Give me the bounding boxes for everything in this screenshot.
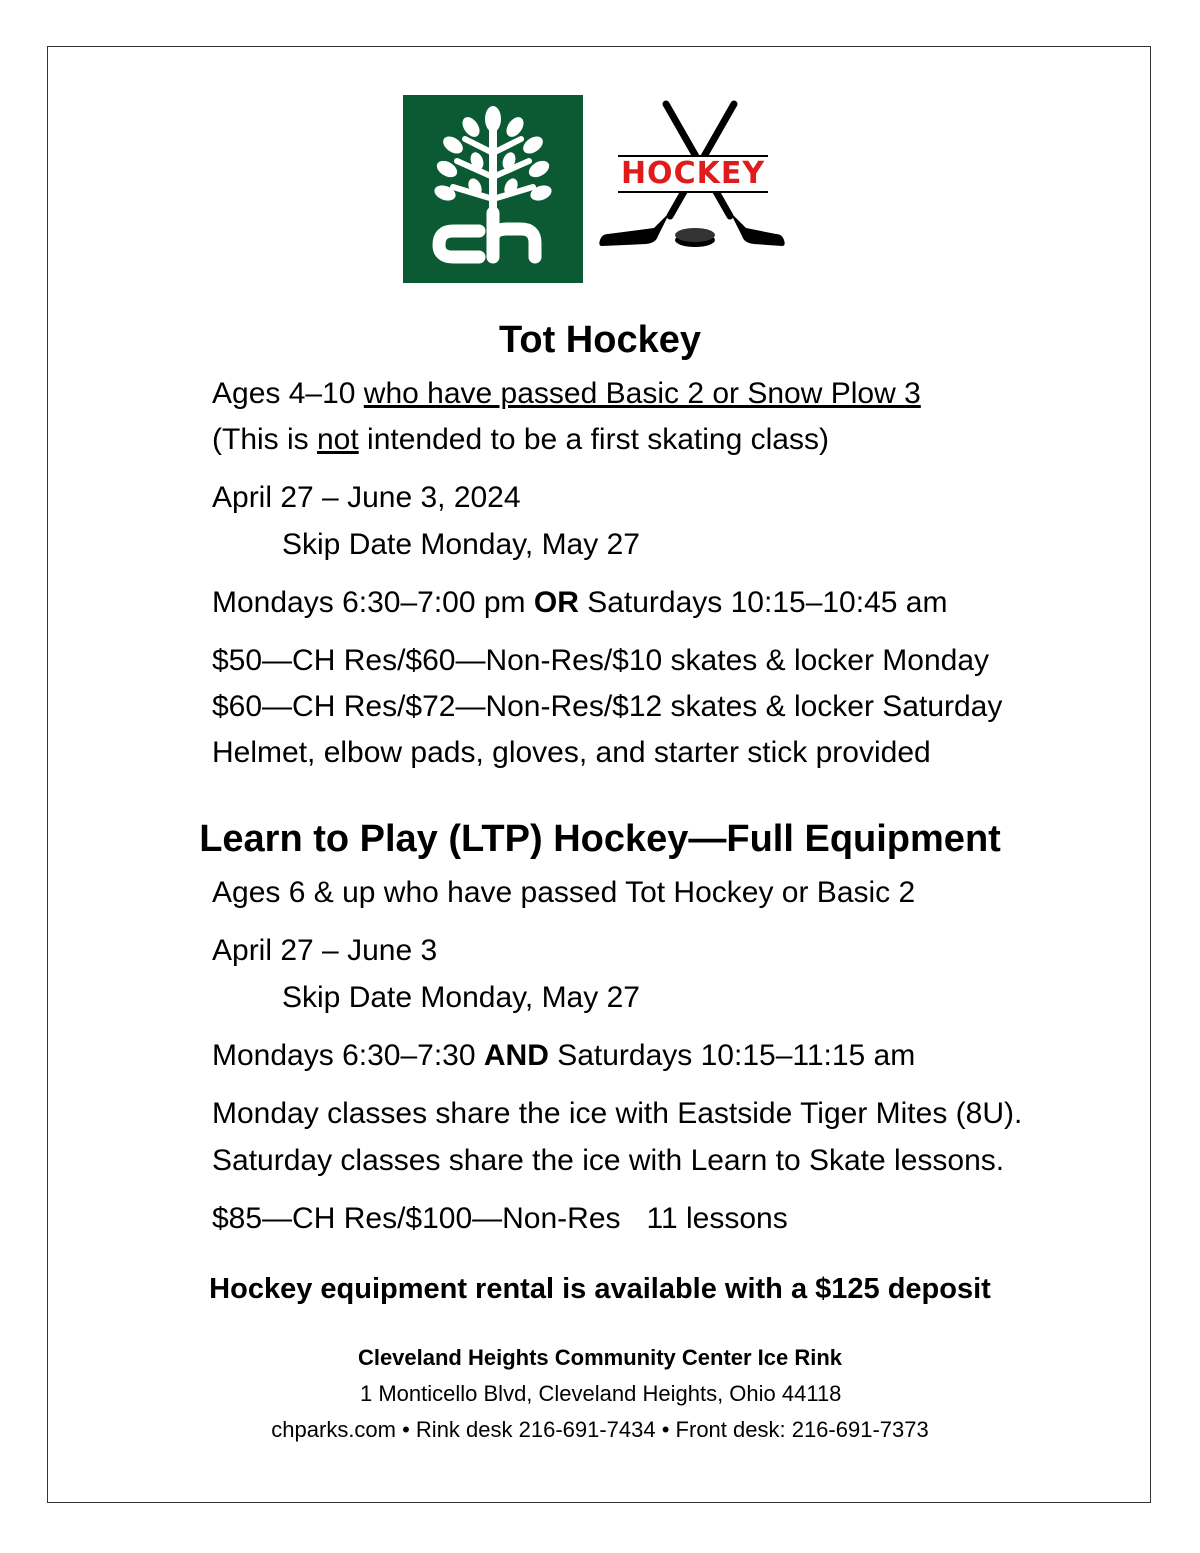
tot-hockey-title: Tot Hockey <box>498 319 701 361</box>
ltp-price-text: $85—CH Res/$100—Non-Res <box>212 1202 621 1235</box>
ch-tree-logo <box>403 95 583 283</box>
hockey-logo-text: HOCKEY <box>620 156 766 191</box>
ltp-times-monday: Mondays 6:30–7:30 <box>212 1039 484 1072</box>
ltp-times <box>212 1038 915 1074</box>
ltp-share-saturday: Saturday classes share the ice with Learn to Skate lessons. <box>212 1144 1005 1177</box>
tot-skip-date: Skip Date Monday, May 27 <box>282 528 640 561</box>
tot-times <box>212 585 947 621</box>
contact-info: chparks.com • Rink desk 216-691-7434 • Front desk: 216-691-7373 <box>271 1417 929 1442</box>
hockey-logo <box>596 98 788 250</box>
ltp-ages: Ages 6 & up who have passed Tot Hockey or Basic 2 <box>212 876 916 909</box>
ltp-price <box>212 1201 788 1237</box>
venue-address: 1 Monticello Blvd, Cleveland Heights, Ohio 44118 <box>360 1381 842 1406</box>
tot-note <box>212 422 829 458</box>
tree-icon <box>403 95 583 283</box>
ltp-dates: April 27 – June 3 <box>212 934 438 967</box>
tot-times-monday: Mondays 6:30–7:00 pm <box>212 586 534 619</box>
tot-note-open: (This is <box>212 423 317 456</box>
tot-times-saturday: Saturdays 10:15–10:45 am <box>578 586 948 619</box>
tot-ages <box>212 376 921 412</box>
tot-ages-prefix: Ages 4–10 <box>212 377 364 410</box>
tot-dates: April 27 – June 3, 2024 <box>212 481 521 514</box>
tot-ages-requirement: who have passed Basic 2 or Snow Plow 3 <box>363 377 921 410</box>
equipment-rental-note: Hockey equipment rental is available with a $125 deposit <box>209 1273 991 1305</box>
ltp-share-monday: Monday classes share the ice with Eastside Tiger Mites (8U). <box>212 1097 1023 1130</box>
tot-price-saturday: $60—CH Res/$72—Non-Res/$12 skates & locker Saturday <box>212 690 1003 723</box>
tot-times-or: OR <box>533 586 579 619</box>
ltp-times-and: AND <box>483 1039 549 1072</box>
tot-equipment-provided: Helmet, elbow pads, gloves, and starter stick provided <box>212 736 931 769</box>
venue-name: Cleveland Heights Community Center Ice Rink <box>357 1345 843 1370</box>
ltp-skip-date: Skip Date Monday, May 27 <box>282 981 640 1014</box>
ltp-times-saturday: Saturdays 10:15–11:15 am <box>548 1039 916 1072</box>
ltp-lessons-count: 11 lessons <box>646 1202 788 1235</box>
ltp-hockey-title: Learn to Play (LTP) Hockey—Full Equipment <box>199 818 1001 860</box>
tot-note-close: intended to be a first skating class) <box>358 423 829 456</box>
tot-price-monday: $50—CH Res/$60—Non-Res/$10 skates & locker Monday <box>212 644 990 677</box>
tot-note-not: not <box>317 423 359 456</box>
